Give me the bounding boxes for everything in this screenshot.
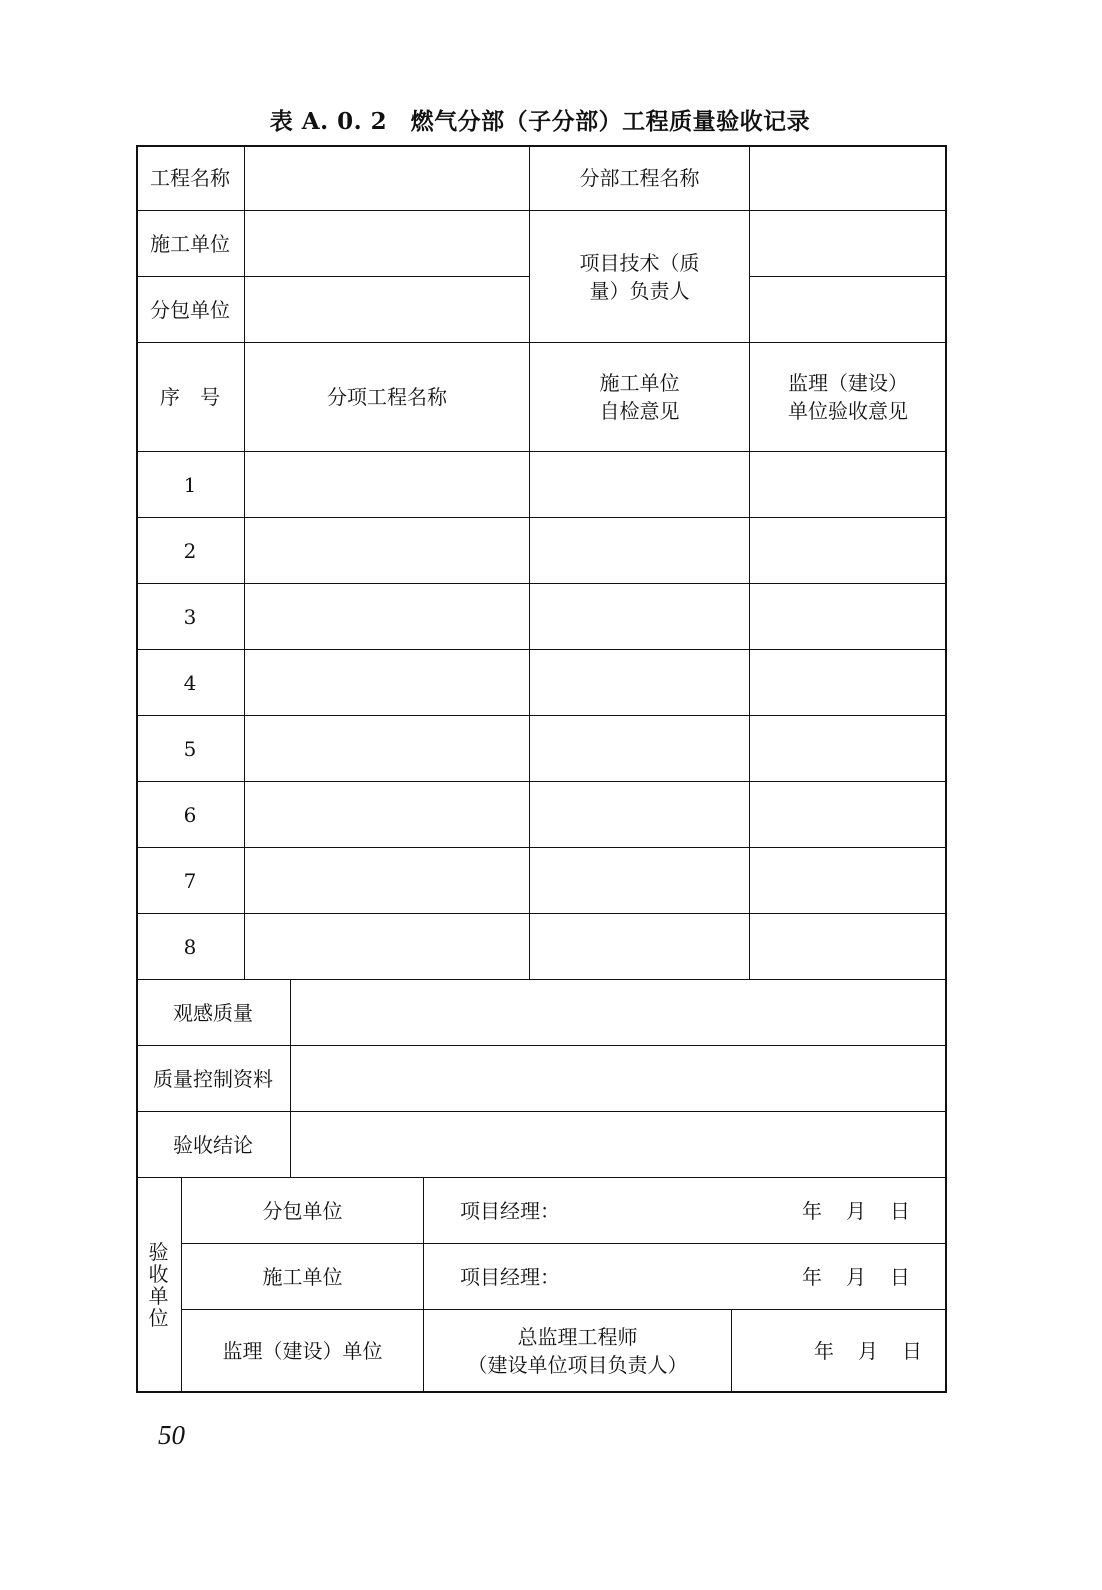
item-row-4-item-name [245, 650, 530, 716]
column-header-self-check-line2: 自检意见 [599, 399, 680, 423]
item-row-7-self-check [530, 848, 750, 914]
item-row-2-item-name [245, 518, 530, 584]
quality-docs-value-cell [291, 1046, 947, 1112]
appearance-quality-value-cell [291, 980, 947, 1046]
item-row-7-item-name [245, 848, 530, 914]
column-header-supervision-line2: 单位验收意见 [788, 399, 908, 423]
conclusion-value-cell [291, 1112, 947, 1178]
column-header-item-name: 分项工程名称 [245, 343, 530, 452]
quality-docs-label: 质量控制资料 [136, 1046, 291, 1112]
item-row-5-self-check [530, 716, 750, 782]
subdivision-name-value-cell [750, 145, 947, 211]
item-row-8-self-check [530, 914, 750, 980]
acceptance-contractor-signer: 项目经理： [460, 1264, 560, 1289]
acceptance-supervision-signer-line2: （建设单位项目负责人） [467, 1353, 688, 1377]
item-row-3-item-name [245, 584, 530, 650]
acceptance-supervision-unit: 监理（建设）单位 [182, 1310, 424, 1393]
conclusion-label: 验收结论 [136, 1112, 291, 1178]
item-row-1-item-name [245, 452, 530, 518]
acceptance-contractor-date: 年 月 日 [802, 1264, 912, 1289]
column-header-supervision-line1: 监理（建设） [788, 371, 908, 395]
item-row-6-item-name [245, 782, 530, 848]
tech-lead-label-line2: 量）负责人 [589, 278, 690, 303]
item-row-1-supervision [750, 452, 947, 518]
item-row-6-supervision [750, 782, 947, 848]
acceptance-supervision-date-cell [732, 1310, 947, 1393]
acceptance-contractor-unit: 施工单位 [182, 1244, 424, 1310]
item-row-2-seq: 2 [136, 518, 245, 584]
item-row-3-supervision [750, 584, 947, 650]
tech-lead-value-cell-1 [750, 211, 947, 277]
item-row-4-seq: 4 [136, 650, 245, 716]
item-row-1-seq: 1 [136, 452, 245, 518]
table-title: 表 A. 0. 2 燃气分部（子分部）工程质量验收记录 [269, 108, 811, 135]
item-row-6-self-check [530, 782, 750, 848]
subcontractor-label: 分包单位 [136, 277, 245, 343]
acceptance-subcontractor-sign-cell [424, 1178, 947, 1244]
item-row-8-supervision [750, 914, 947, 980]
acceptance-supervision-signer [424, 1310, 732, 1393]
acceptance-supervision-signer-line1: 总监理工程师 [517, 1325, 638, 1349]
acceptance-group-label-text: 验收单位 [148, 1240, 169, 1330]
item-row-4-self-check [530, 650, 750, 716]
acceptance-group-label [136, 1178, 182, 1393]
acceptance-subcontractor-date: 年 月 日 [802, 1198, 912, 1223]
tech-lead-label-line1: 项目技术（质 [579, 250, 700, 275]
item-row-5-item-name [245, 716, 530, 782]
contractor-value-cell [245, 211, 530, 277]
item-row-5-supervision [750, 716, 947, 782]
tech-lead-value-cell-2 [750, 277, 947, 343]
item-row-1-self-check [530, 452, 750, 518]
page-number: 50 [158, 1420, 185, 1450]
item-row-2-self-check [530, 518, 750, 584]
tech-lead-label [530, 211, 750, 343]
acceptance-subcontractor-signer: 项目经理： [460, 1198, 560, 1223]
subcontractor-value-cell [245, 277, 530, 343]
contractor-label: 施工单位 [136, 211, 245, 277]
item-row-4-supervision [750, 650, 947, 716]
column-header-self-check [530, 343, 750, 452]
acceptance-subcontractor-unit: 分包单位 [182, 1178, 424, 1244]
item-row-5-seq: 5 [136, 716, 245, 782]
item-row-7-seq: 7 [136, 848, 245, 914]
column-header-seq [136, 343, 245, 452]
item-row-7-supervision [750, 848, 947, 914]
item-row-2-supervision [750, 518, 947, 584]
appearance-quality-label: 观感质量 [136, 980, 291, 1046]
subdivision-name-label: 分部工程名称 [530, 145, 750, 211]
item-row-8-item-name [245, 914, 530, 980]
acceptance-supervision-date: 年 月 日 [814, 1339, 924, 1363]
column-header-self-check-line1: 施工单位 [599, 371, 680, 395]
item-row-8-seq: 8 [136, 914, 245, 980]
column-header-supervision [750, 343, 947, 452]
item-row-3-self-check [530, 584, 750, 650]
column-header-seq-text: 序 号 [159, 385, 221, 409]
acceptance-contractor-sign-cell [424, 1244, 947, 1310]
item-row-6-seq: 6 [136, 782, 245, 848]
project-name-value-cell [245, 145, 530, 211]
item-row-3-seq: 3 [136, 584, 245, 650]
project-name-label: 工程名称 [136, 145, 245, 211]
